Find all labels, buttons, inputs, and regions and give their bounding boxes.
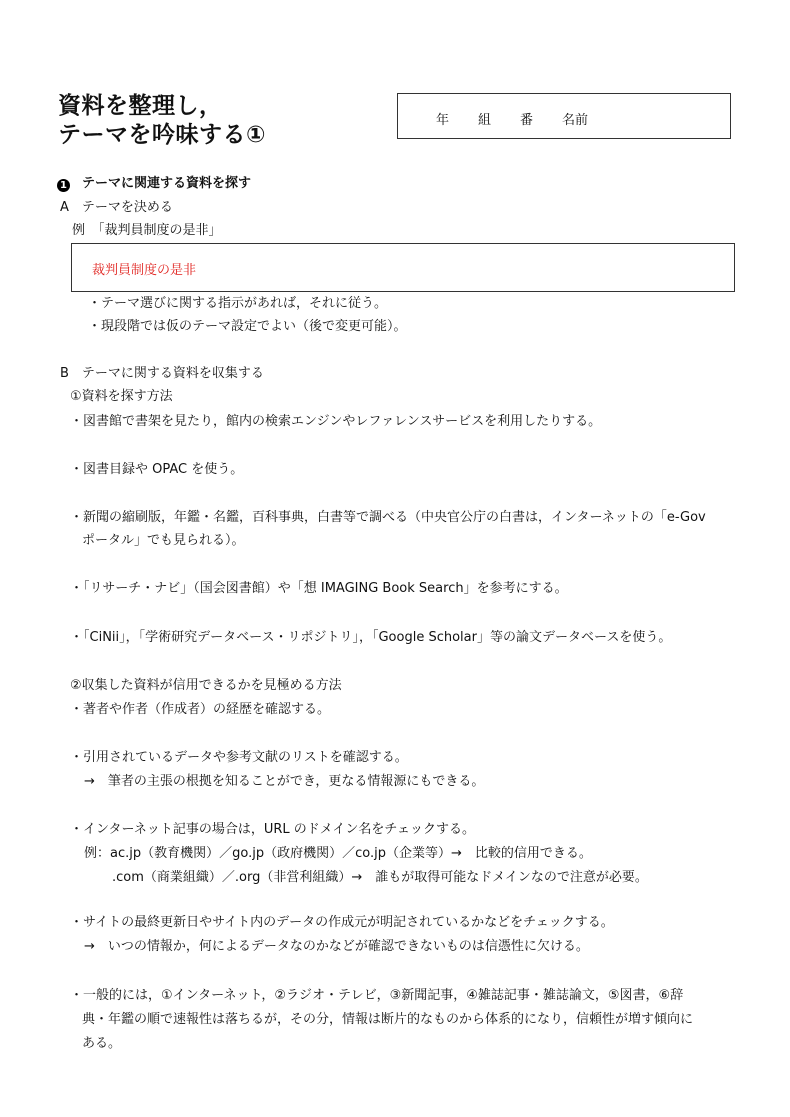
list-item: ・著者や作者（作成者）の経歴を確認する。 bbox=[70, 702, 331, 717]
number-label: 番 bbox=[520, 113, 534, 128]
arrow-note: → 筆者の主張の根拠を知ることができ，更なる情報源にもできる。 bbox=[84, 774, 485, 789]
list-item: ・インターネット記事の場合は，URL のドメイン名をチェックする。 bbox=[70, 822, 475, 837]
title-line-2: テーマを吟味する① bbox=[58, 122, 266, 148]
b1-heading: ①資料を探す方法 bbox=[70, 389, 173, 404]
name-entry-box[interactable] bbox=[397, 93, 731, 139]
example-line: 例 「裁判員制度の是非」 bbox=[72, 223, 222, 238]
b2-heading: ②収集した資料が信用できるかを見極める方法 bbox=[70, 678, 342, 693]
section-1-heading-text: テーマに関連する資料を探す bbox=[82, 176, 252, 191]
list-item: ・新聞の縮刷版，年鑑・名鑑，百科事典，白書等で調べる（中央官公庁の白書は，インターネットの「e-Gov bbox=[70, 510, 706, 525]
list-item-continuation: ある。 bbox=[82, 1036, 122, 1051]
note-item: ・現段階では仮のテーマ設定でよい（後で変更可能）。 bbox=[88, 319, 407, 334]
title-line-1: 資料を整理し， bbox=[58, 93, 223, 119]
subsection-a-heading: A テーマを決める bbox=[60, 200, 173, 215]
list-item: ・「CiNii」，「学術研究データベース・リポジトリ」，「Google Scholar」等の論文データベースを使う。 bbox=[70, 630, 672, 645]
year-label: 年 bbox=[436, 113, 450, 128]
note-item: ・テーマ選びに関する指示があれば，それに従う。 bbox=[88, 296, 388, 311]
list-item: ・一般的には，①インターネット，②ラジオ・テレビ，③新聞記事，④雑誌記事・雑誌論文，⑤図書，⑥辞 bbox=[70, 988, 684, 1003]
theme-box bbox=[71, 243, 735, 292]
example-note: 例：ac.jp（教育機関）／go.jp（政府機関）／co.jp（企業等）→ 比較的信用できる。 bbox=[84, 846, 592, 861]
name-label: 名前 bbox=[562, 113, 589, 128]
list-item: ・図書目録や OPAC を使う。 bbox=[70, 462, 244, 477]
arrow-note: → いつの情報か，何によるデータなのかなどが確認できないものは信憑性に欠ける。 bbox=[84, 939, 589, 954]
list-item: ・サイトの最終更新日やサイト内のデータの作成元が明記されているかなどをチェックする。 bbox=[70, 915, 614, 930]
example-note: .com（商業組織）／.org（非営利組織）→ 誰もが取得可能なドメインなので注意が必要。 bbox=[112, 870, 648, 885]
section-1-heading bbox=[57, 175, 251, 193]
list-item: ・図書館で書架を見たり，館内の検索エンジンやレファレンスサービスを利用したりする。 bbox=[70, 414, 602, 429]
list-item: ・「リサーチ・ナビ」（国会図書館）や「想 IMAGING Book Search」を参考にする。 bbox=[70, 581, 568, 596]
subsection-b-heading: B テーマに関する資料を収集する bbox=[60, 366, 264, 381]
list-item-continuation: ポータル」でも見られる）。 bbox=[82, 533, 245, 548]
list-item: ・引用されているデータや参考文献のリストを確認する。 bbox=[70, 750, 408, 765]
worksheet-title bbox=[58, 92, 266, 150]
section-number-marker: 1 bbox=[57, 179, 70, 192]
theme-value: 裁判員制度の是非 bbox=[92, 263, 197, 278]
class-label: 組 bbox=[478, 113, 492, 128]
list-item-continuation: 典・年鑑の順で速報性は落ちるが，その分，情報は断片的なものから体系的になり，信頼性が増す傾向に bbox=[82, 1012, 694, 1027]
